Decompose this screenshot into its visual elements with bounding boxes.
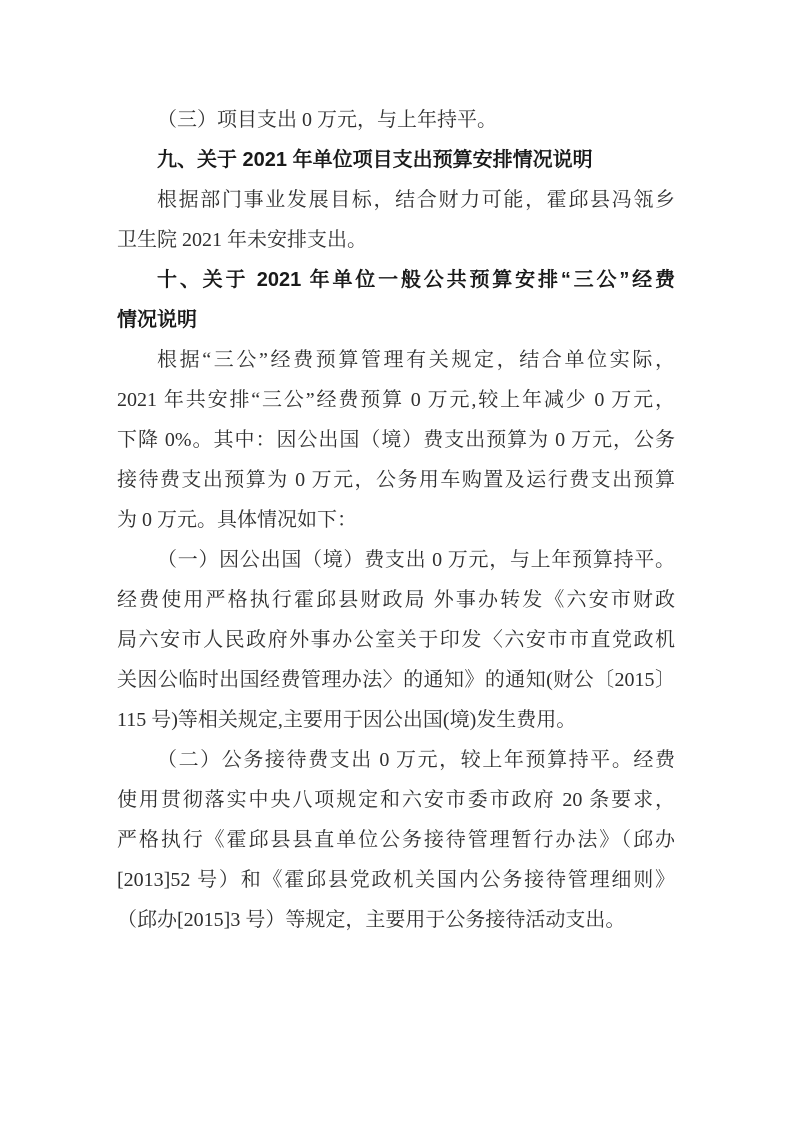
text-line: 根据“三公”经费预算管理有关规定，结合单位实际， <box>157 349 675 371</box>
text-line: 接待费支出预算为 0 万元，公务用车购置及运行费支出预算 <box>117 469 675 491</box>
text-line: （三）项目支出 0 万元，与上年持平。 <box>157 109 497 131</box>
paragraph <box>117 340 675 540</box>
paragraph <box>117 740 675 940</box>
text-line: 局六安市人民政府外事办公室关于印发〈六安市市直党政机 <box>117 629 675 651</box>
text-line: 经费使用严格执行霍邱县财政局 外事办转发《六安市财政 <box>117 589 675 611</box>
paragraph <box>117 100 675 140</box>
text-line: 卫生院 2021 年未安排支出。 <box>117 229 367 251</box>
text-line: [2013]52 号）和《霍邱县党政机关国内公务接待管理细则》 <box>117 869 675 891</box>
text-line: 九、关于 2021 年单位项目支出预算安排情况说明 <box>157 149 593 171</box>
paragraph <box>117 540 675 740</box>
text-line: 下降 0%。其中：因公出国（境）费支出预算为 0 万元，公务 <box>117 429 675 451</box>
text-line: 根据部门事业发展目标，结合财力可能，霍邱县冯瓴乡 <box>157 189 675 211</box>
text-line: 为 0 万元。具体情况如下： <box>117 509 357 531</box>
text-line: 使用贯彻落实中央八项规定和六安市委市政府 20 条要求， <box>117 789 675 811</box>
text-line: （邱办[2015]3 号）等规定，主要用于公务接待活动支出。 <box>117 909 626 931</box>
text-line: 2021 年共安排“三公”经费预算 0 万元,较上年减少 0 万元， <box>117 389 675 411</box>
text-line: 115 号)等相关规定,主要用于因公出国(境)发生费用。 <box>117 709 577 731</box>
section-heading <box>117 260 675 340</box>
section-heading <box>117 140 675 180</box>
paragraph <box>117 180 675 260</box>
text-line: 关因公临时出国经费管理办法〉的通知》的通知(财公〔2015〕 <box>117 669 675 691</box>
text-line: 情况说明 <box>117 309 197 331</box>
document-body <box>117 100 675 940</box>
text-line: （二）公务接待费支出 0 万元，较上年预算持平。经费 <box>157 749 675 771</box>
text-line: （一）因公出国（境）费支出 0 万元，与上年预算持平。 <box>157 549 675 571</box>
text-line: 十、关于 2021 年单位一般公共预算安排“三公”经费 <box>157 269 675 291</box>
text-line: 严格执行《霍邱县县直单位公务接待管理暂行办法》（邱办 <box>117 829 675 851</box>
